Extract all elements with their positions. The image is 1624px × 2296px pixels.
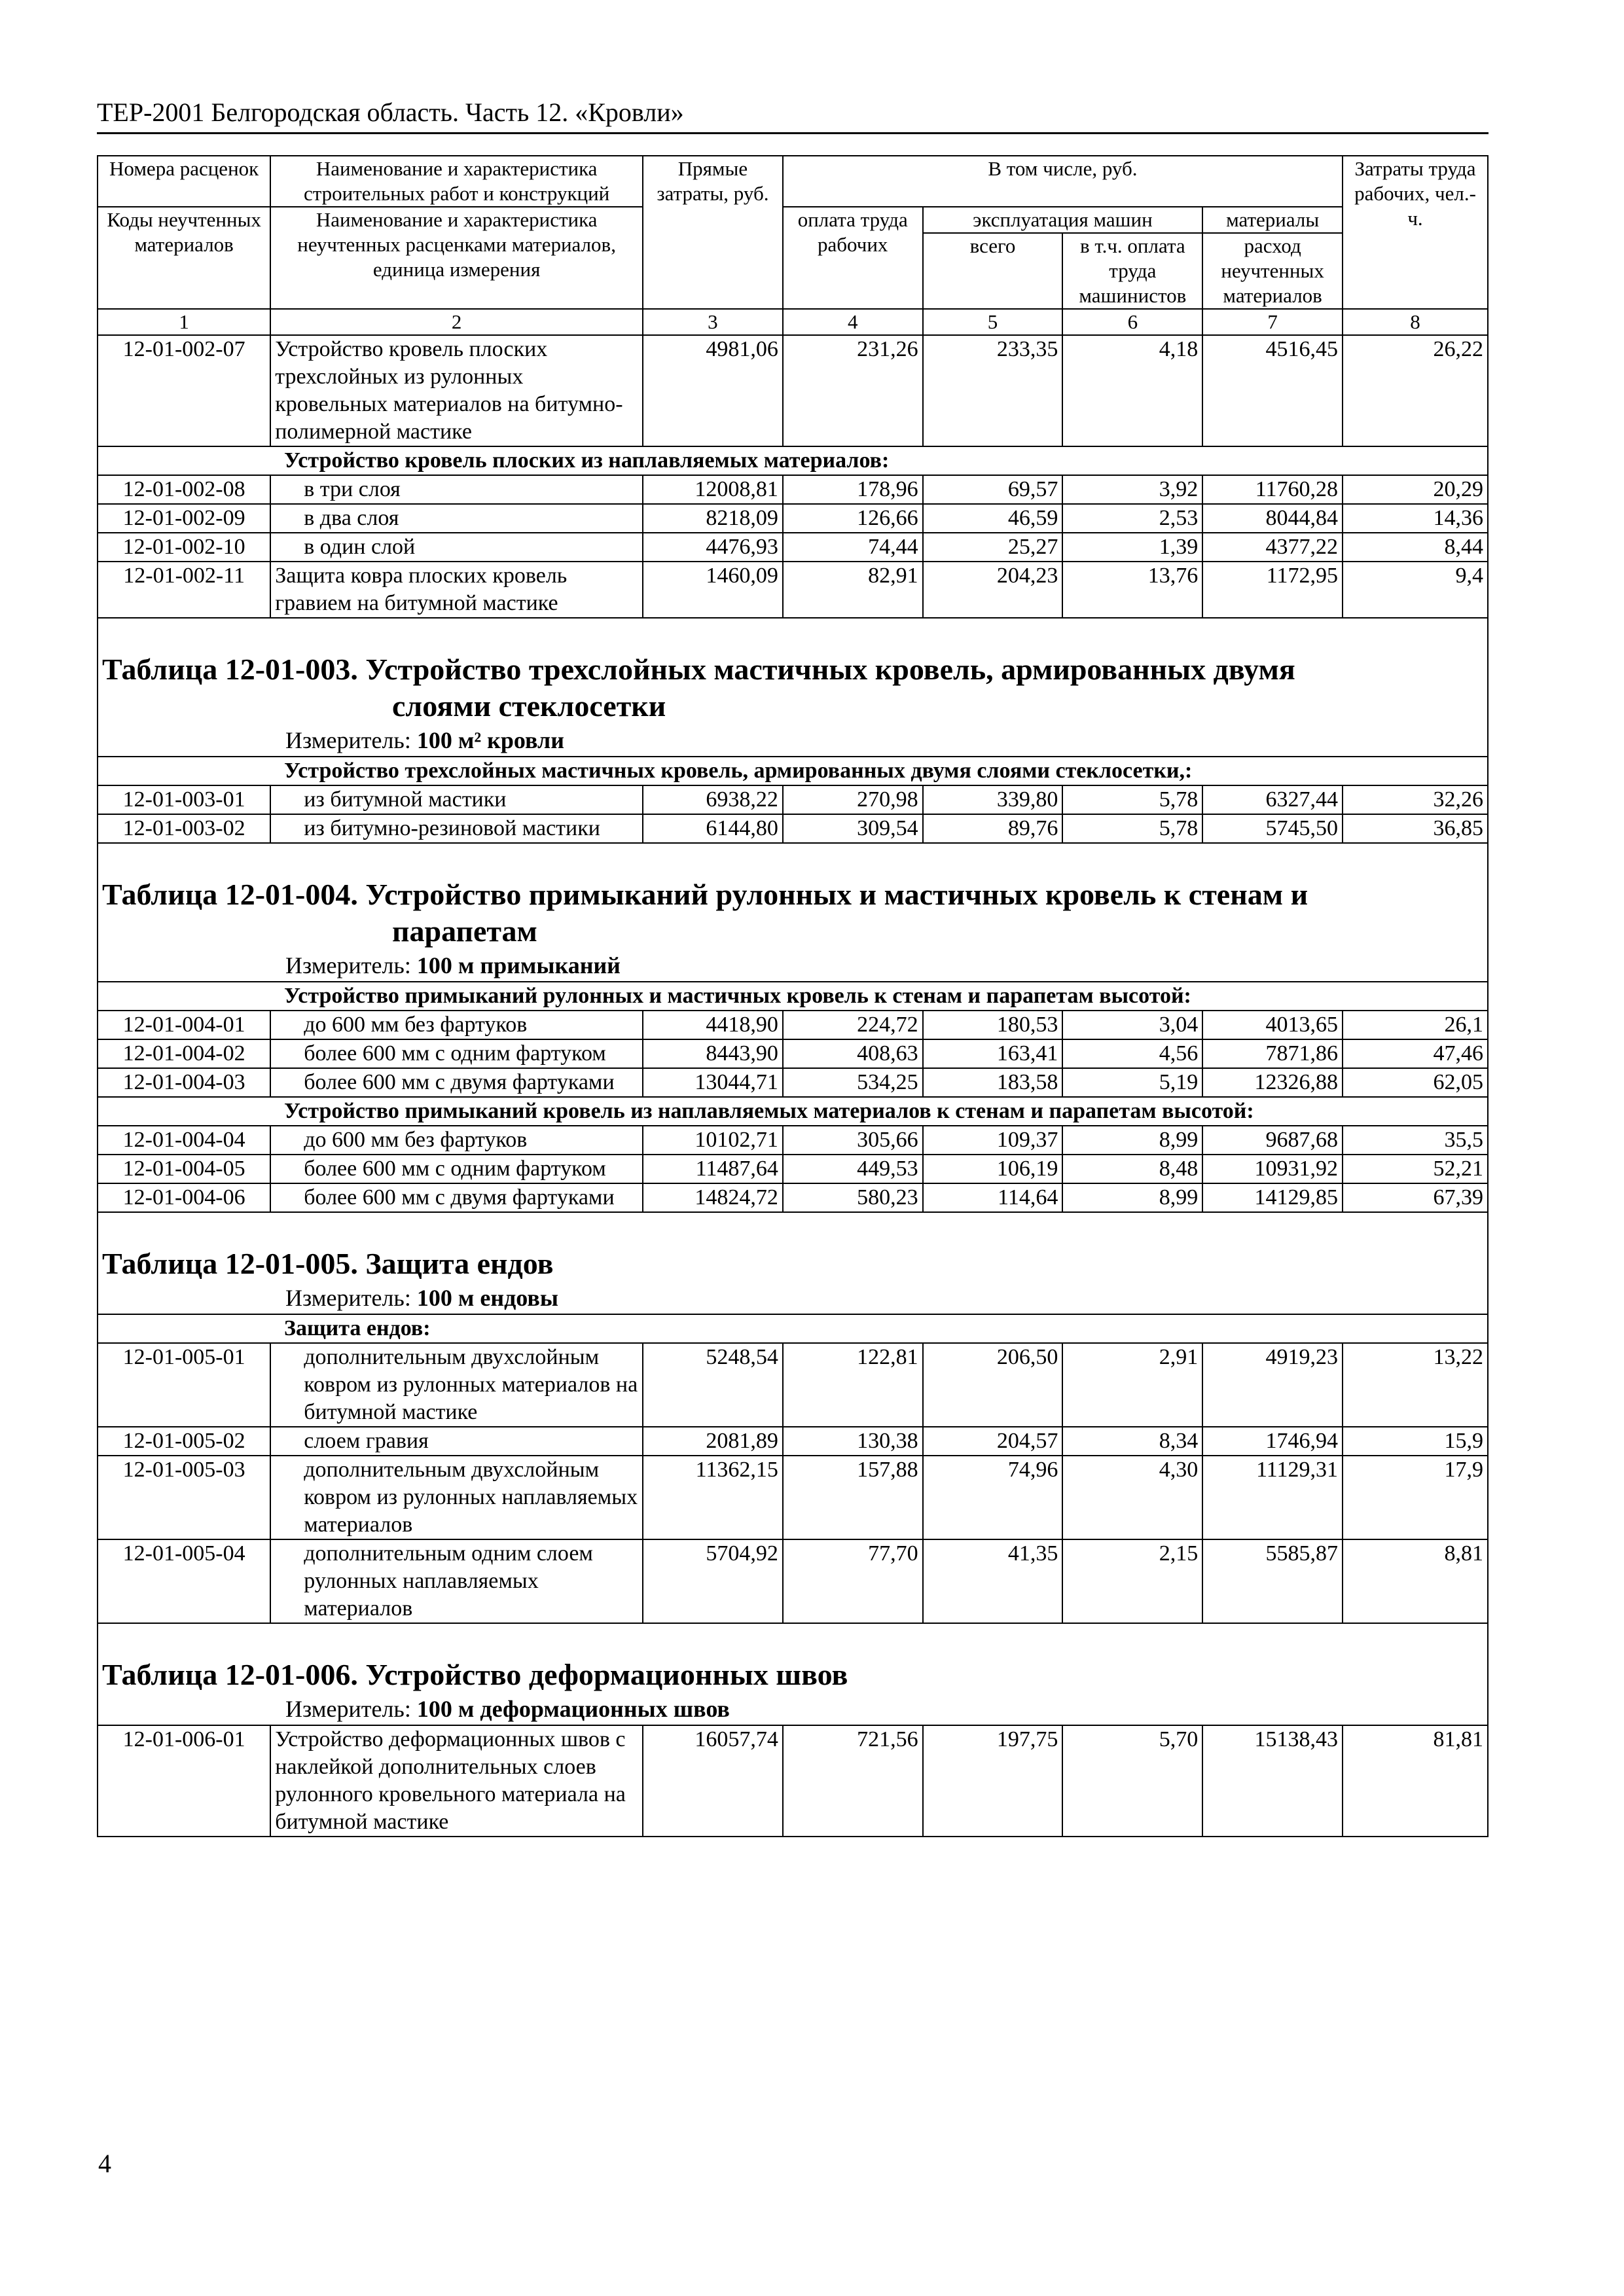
- work-name: слоем гравия: [270, 1427, 643, 1456]
- spacer: [98, 1212, 1488, 1246]
- rate-code: 12-01-005-04: [98, 1539, 270, 1623]
- work-name: Устройство кровель плоских трехслойных из рулонных кровельных материалов на битумно-полимерной мастике: [270, 335, 643, 446]
- value-cell: 1172,95: [1202, 562, 1343, 618]
- table-title-row: [98, 651, 1488, 725]
- value-cell: 82,91: [783, 562, 923, 618]
- value-cell: 16057,74: [643, 1725, 783, 1837]
- measure-row: [98, 1693, 1488, 1725]
- value-cell: 2,15: [1062, 1539, 1202, 1623]
- value-cell: 47,46: [1343, 1039, 1488, 1068]
- measure: [98, 950, 1488, 982]
- value-cell: 4981,06: [643, 335, 783, 446]
- value-cell: 12326,88: [1202, 1068, 1343, 1097]
- value-cell: 8044,84: [1202, 504, 1343, 533]
- col-number: 1: [98, 309, 270, 335]
- value-cell: 14824,72: [643, 1183, 783, 1212]
- measure-label: Измеритель:: [285, 727, 411, 753]
- header-row-2: [98, 207, 1488, 233]
- work-name: из битумной мастики: [270, 785, 643, 814]
- measure-row: [98, 725, 1488, 757]
- col2-top-header: Наименование и характеристика строительных работ и конструкций: [270, 156, 643, 207]
- table-title-line: парапетам: [392, 914, 537, 948]
- section-heading: Устройство примыканий кровель из наплавляемых материалов к стенам и парапетам высотой:: [98, 1097, 1488, 1126]
- section-row: [98, 1314, 1488, 1343]
- measure-row: [98, 950, 1488, 982]
- measure-label: Измеритель:: [285, 1285, 411, 1311]
- section-row: [98, 757, 1488, 785]
- value-cell: 41,35: [923, 1539, 1063, 1623]
- col1-bottom-header: Коды неучтенных материалов: [98, 207, 270, 309]
- rate-code: 12-01-005-02: [98, 1427, 270, 1456]
- value-cell: 8218,09: [643, 504, 783, 533]
- value-cell: 10102,71: [643, 1126, 783, 1155]
- col-number: 2: [270, 309, 643, 335]
- table-title: [98, 1246, 1488, 1282]
- value-cell: 106,19: [923, 1155, 1063, 1183]
- value-cell: 8,34: [1062, 1427, 1202, 1456]
- value-cell: 11129,31: [1202, 1456, 1343, 1539]
- value-cell: 4,30: [1062, 1456, 1202, 1539]
- measure-value: 100 м деформационных швов: [416, 1696, 730, 1722]
- rate-code: 12-01-002-09: [98, 504, 270, 533]
- table-row: [98, 475, 1488, 504]
- value-cell: 231,26: [783, 335, 923, 446]
- work-name: до 600 мм без фартуков: [270, 1011, 643, 1039]
- value-cell: 1460,09: [643, 562, 783, 618]
- value-cell: 5,19: [1062, 1068, 1202, 1097]
- table-row: [98, 1068, 1488, 1097]
- incl-machinist-header: в т.ч. оплата труда машинистов: [1062, 233, 1202, 309]
- value-cell: 26,22: [1343, 335, 1488, 446]
- work-name: Устройство деформационных швов с наклейкой дополнительных слоев рулонного кровельного материала на битумной мастике: [270, 1725, 643, 1837]
- value-cell: 17,9: [1343, 1456, 1488, 1539]
- value-cell: 204,57: [923, 1427, 1063, 1456]
- value-cell: 8,99: [1062, 1183, 1202, 1212]
- table-title: [98, 1657, 1488, 1693]
- value-cell: 157,88: [783, 1456, 923, 1539]
- materials-header: материалы: [1202, 207, 1343, 233]
- work-name: дополнительным одним слоем рулонных наплавляемых материалов: [270, 1539, 643, 1623]
- value-cell: 62,05: [1343, 1068, 1488, 1097]
- value-cell: 20,29: [1343, 475, 1488, 504]
- value-cell: 309,54: [783, 814, 923, 843]
- value-cell: 5,78: [1062, 814, 1202, 843]
- spacer: [98, 618, 1488, 651]
- table-row: [98, 814, 1488, 843]
- measure-row: [98, 1282, 1488, 1314]
- table-title-row: [98, 876, 1488, 950]
- value-cell: 25,27: [923, 533, 1063, 562]
- value-cell: 197,75: [923, 1725, 1063, 1837]
- value-cell: 408,63: [783, 1039, 923, 1068]
- value-cell: 13044,71: [643, 1068, 783, 1097]
- value-cell: 270,98: [783, 785, 923, 814]
- value-cell: 178,96: [783, 475, 923, 504]
- labor-costs-header: Затраты труда рабочих, чел.-ч.: [1343, 156, 1488, 309]
- value-cell: 6144,80: [643, 814, 783, 843]
- rate-code: 12-01-002-11: [98, 562, 270, 618]
- value-cell: 2,91: [1062, 1343, 1202, 1427]
- table-title-line: Таблица 12-01-005. Защита ендов: [102, 1247, 554, 1280]
- work-name: более 600 мм с двумя фартуками: [270, 1183, 643, 1212]
- rate-code: 12-01-004-01: [98, 1011, 270, 1039]
- section-heading: Устройство примыканий рулонных и мастичных кровель к стенам и парапетам высотой:: [98, 982, 1488, 1011]
- rates-table: [97, 155, 1489, 1837]
- value-cell: 8443,90: [643, 1039, 783, 1068]
- table-title-line: Таблица 12-01-004. Устройство примыканий рулонных и мастичных кровель к стенам и: [102, 878, 1308, 911]
- value-cell: 183,58: [923, 1068, 1063, 1097]
- rate-code: 12-01-003-01: [98, 785, 270, 814]
- value-cell: 534,25: [783, 1068, 923, 1097]
- table-row: [98, 1155, 1488, 1183]
- materials-usage-header: расход неучтенных материалов: [1202, 233, 1343, 309]
- value-cell: 3,92: [1062, 475, 1202, 504]
- document-header: ТЕР-2001 Белгородская область. Часть 12. «Кровли»: [97, 98, 684, 127]
- section-row: [98, 982, 1488, 1011]
- value-cell: 9,4: [1343, 562, 1488, 618]
- column-numbers-row: [98, 309, 1488, 335]
- value-cell: 69,57: [923, 475, 1063, 504]
- work-name: Защита ковра плоских кровель гравием на битумной мастике: [270, 562, 643, 618]
- value-cell: 12008,81: [643, 475, 783, 504]
- measure-label: Измеритель:: [285, 952, 411, 978]
- col-number: 5: [923, 309, 1063, 335]
- value-cell: 74,44: [783, 533, 923, 562]
- value-cell: 36,85: [1343, 814, 1488, 843]
- value-cell: 14,36: [1343, 504, 1488, 533]
- value-cell: 2,53: [1062, 504, 1202, 533]
- header-row-1: [98, 156, 1488, 207]
- table-title-row: [98, 1657, 1488, 1693]
- measure-value: 100 м ендовы: [416, 1285, 558, 1311]
- col-number: 8: [1343, 309, 1488, 335]
- page-number: 4: [98, 2149, 111, 2178]
- table-row: [98, 533, 1488, 562]
- value-cell: 89,76: [923, 814, 1063, 843]
- value-cell: 26,1: [1343, 1011, 1488, 1039]
- section-heading: Защита ендов:: [98, 1314, 1488, 1343]
- machine-op-header: эксплуатация машин: [923, 207, 1203, 233]
- table-title-line: слоями стеклосетки: [392, 689, 666, 723]
- value-cell: 67,39: [1343, 1183, 1488, 1212]
- value-cell: 5248,54: [643, 1343, 783, 1427]
- rate-code: 12-01-003-02: [98, 814, 270, 843]
- work-name: в один слой: [270, 533, 643, 562]
- value-cell: 339,80: [923, 785, 1063, 814]
- value-cell: 5,78: [1062, 785, 1202, 814]
- work-name: в два слоя: [270, 504, 643, 533]
- value-cell: 4013,65: [1202, 1011, 1343, 1039]
- value-cell: 8,81: [1343, 1539, 1488, 1623]
- section-row: [98, 1097, 1488, 1126]
- work-name: более 600 мм с одним фартуком: [270, 1039, 643, 1068]
- value-cell: 4476,93: [643, 533, 783, 562]
- rate-code: 12-01-004-05: [98, 1155, 270, 1183]
- value-cell: 122,81: [783, 1343, 923, 1427]
- table-row: [98, 1427, 1488, 1456]
- table-row: [98, 562, 1488, 618]
- value-cell: 8,44: [1343, 533, 1488, 562]
- measure: [98, 725, 1488, 757]
- work-name: дополнительным двухслойным ковром из рулонных материалов на битумной мастике: [270, 1343, 643, 1427]
- table-row: [98, 1011, 1488, 1039]
- col-number: 3: [643, 309, 783, 335]
- value-cell: 126,66: [783, 504, 923, 533]
- col-number: 4: [783, 309, 923, 335]
- spacer: [98, 843, 1488, 876]
- value-cell: 32,26: [1343, 785, 1488, 814]
- table-title-line: Таблица 12-01-006. Устройство деформационных швов: [102, 1658, 848, 1691]
- table-row: [98, 1456, 1488, 1539]
- table-title: [98, 876, 1488, 950]
- value-cell: 5,70: [1062, 1725, 1202, 1837]
- value-cell: 180,53: [923, 1011, 1063, 1039]
- work-name: в три слоя: [270, 475, 643, 504]
- rate-code: 12-01-002-07: [98, 335, 270, 446]
- value-cell: 13,22: [1343, 1343, 1488, 1427]
- value-cell: 5585,87: [1202, 1539, 1343, 1623]
- value-cell: 204,23: [923, 562, 1063, 618]
- table-row: [98, 504, 1488, 533]
- value-cell: 4919,23: [1202, 1343, 1343, 1427]
- value-cell: 4418,90: [643, 1011, 783, 1039]
- value-cell: 14129,85: [1202, 1183, 1343, 1212]
- value-cell: 580,23: [783, 1183, 923, 1212]
- value-cell: 130,38: [783, 1427, 923, 1456]
- value-cell: 6327,44: [1202, 785, 1343, 814]
- value-cell: 81,81: [1343, 1725, 1488, 1837]
- value-cell: 8,48: [1062, 1155, 1202, 1183]
- value-cell: 109,37: [923, 1126, 1063, 1155]
- value-cell: 4377,22: [1202, 533, 1343, 562]
- value-cell: 10931,92: [1202, 1155, 1343, 1183]
- table-row: [98, 1183, 1488, 1212]
- rate-code: 12-01-005-03: [98, 1456, 270, 1539]
- direct-costs-header: Прямые затраты, руб.: [643, 156, 783, 309]
- section-row: [98, 446, 1488, 475]
- value-cell: 4516,45: [1202, 335, 1343, 446]
- work-name: до 600 мм без фартуков: [270, 1126, 643, 1155]
- value-cell: 3,04: [1062, 1011, 1202, 1039]
- value-cell: 11487,64: [643, 1155, 783, 1183]
- rate-code: 12-01-002-10: [98, 533, 270, 562]
- rate-code: 12-01-006-01: [98, 1725, 270, 1837]
- table-title-line: Таблица 12-01-003. Устройство трехслойных мастичных кровель, армированных двумя: [102, 653, 1295, 686]
- table-row: [98, 335, 1488, 446]
- value-cell: 6938,22: [643, 785, 783, 814]
- measure: [98, 1282, 1488, 1314]
- rate-code: 12-01-004-06: [98, 1183, 270, 1212]
- value-cell: 77,70: [783, 1539, 923, 1623]
- measure-value: 100 м примыканий: [416, 952, 621, 978]
- value-cell: 224,72: [783, 1011, 923, 1039]
- value-cell: 15138,43: [1202, 1725, 1343, 1837]
- rate-code: 12-01-005-01: [98, 1343, 270, 1427]
- value-cell: 233,35: [923, 335, 1063, 446]
- measure-label: Измеритель:: [285, 1696, 411, 1722]
- value-cell: 11362,15: [643, 1456, 783, 1539]
- table-title: [98, 651, 1488, 725]
- table-title-row: [98, 1246, 1488, 1282]
- value-cell: 46,59: [923, 504, 1063, 533]
- measure-value: 100 м² кровли: [416, 727, 564, 753]
- rate-code: 12-01-004-02: [98, 1039, 270, 1068]
- value-cell: 13,76: [1062, 562, 1202, 618]
- table-row: [98, 1539, 1488, 1623]
- value-cell: 7871,86: [1202, 1039, 1343, 1068]
- work-name: более 600 мм с одним фартуком: [270, 1155, 643, 1183]
- total-header: всего: [923, 233, 1063, 309]
- value-cell: 74,96: [923, 1456, 1063, 1539]
- value-cell: 15,9: [1343, 1427, 1488, 1456]
- value-cell: 4,56: [1062, 1039, 1202, 1068]
- spacer-row: [98, 1212, 1488, 1246]
- labor-pay-header: оплата труда рабочих: [783, 207, 923, 309]
- table-row: [98, 1039, 1488, 1068]
- col-number: 7: [1202, 309, 1343, 335]
- value-cell: 35,5: [1343, 1126, 1488, 1155]
- rate-code: 12-01-002-08: [98, 475, 270, 504]
- value-cell: 305,66: [783, 1126, 923, 1155]
- spacer-row: [98, 1623, 1488, 1657]
- value-cell: 9687,68: [1202, 1126, 1343, 1155]
- value-cell: 721,56: [783, 1725, 923, 1837]
- value-cell: 449,53: [783, 1155, 923, 1183]
- spacer: [98, 1623, 1488, 1657]
- spacer-row: [98, 843, 1488, 876]
- col-number: 6: [1062, 309, 1202, 335]
- rate-code: 12-01-004-03: [98, 1068, 270, 1097]
- col2-bottom-header: Наименование и характеристика неучтенных расценками материалов, единица измерения: [270, 207, 643, 309]
- table-row: [98, 1725, 1488, 1837]
- including-header: В том числе, руб.: [783, 156, 1343, 207]
- value-cell: 5745,50: [1202, 814, 1343, 843]
- spacer-row: [98, 618, 1488, 651]
- work-name: из битумно-резиновой мастики: [270, 814, 643, 843]
- value-cell: 163,41: [923, 1039, 1063, 1068]
- value-cell: 52,21: [1343, 1155, 1488, 1183]
- value-cell: 114,64: [923, 1183, 1063, 1212]
- measure: [98, 1693, 1488, 1725]
- col1-top-header: Номера расценок: [98, 156, 270, 207]
- value-cell: 8,99: [1062, 1126, 1202, 1155]
- table-row: [98, 785, 1488, 814]
- header-rule: [97, 132, 1489, 134]
- value-cell: 5704,92: [643, 1539, 783, 1623]
- value-cell: 11760,28: [1202, 475, 1343, 504]
- value-cell: 206,50: [923, 1343, 1063, 1427]
- rate-code: 12-01-004-04: [98, 1126, 270, 1155]
- table-row: [98, 1343, 1488, 1427]
- value-cell: 2081,89: [643, 1427, 783, 1456]
- value-cell: 4,18: [1062, 335, 1202, 446]
- work-name: дополнительным двухслойным ковром из рулонных наплавляемых материалов: [270, 1456, 643, 1539]
- work-name: более 600 мм с двумя фартуками: [270, 1068, 643, 1097]
- value-cell: 1,39: [1062, 533, 1202, 562]
- value-cell: 1746,94: [1202, 1427, 1343, 1456]
- table-row: [98, 1126, 1488, 1155]
- section-heading: Устройство кровель плоских из наплавляемых материалов:: [98, 446, 1488, 475]
- section-heading: Устройство трехслойных мастичных кровель, армированных двумя слоями стеклосетки,:: [98, 757, 1488, 785]
